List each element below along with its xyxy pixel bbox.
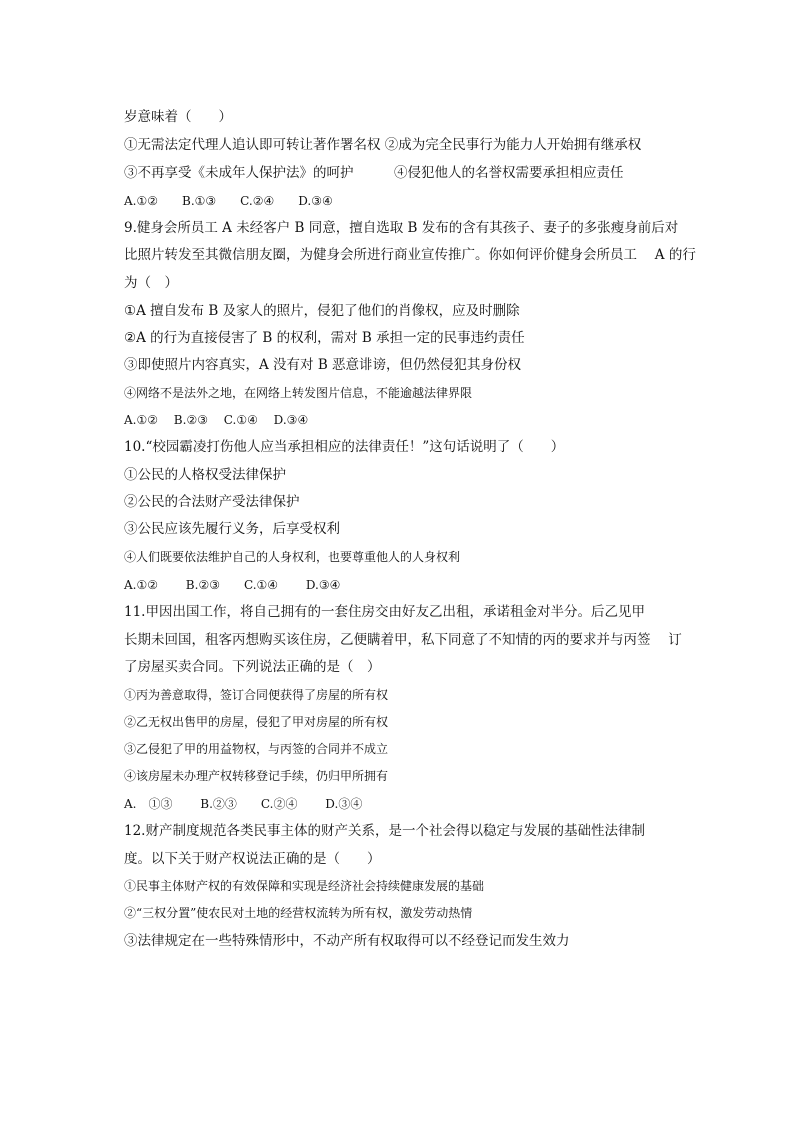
text-line: ③法律规定在一些特殊情形中，不动产所有权取得可以不经登记而发生效力	[124, 933, 570, 949]
text-line: ②“三权分置”使农民对土地的经营权流转为所有权，激发劳动热情	[124, 906, 473, 920]
text-line: ②A 的行为直接侵害了 B 的权利，需对 B 承担一定的民事违约责任	[124, 330, 525, 346]
text-line: 长期未回国，租客丙想购买该住房，乙便瞒着甲，私下同意了不知情的丙的要求并与丙签 订	[124, 632, 682, 648]
text-line: ②乙无权出售甲的房屋，侵犯了甲对房屋的所有权	[124, 715, 389, 729]
text-line: ④该房屋未办理产权转移登记手续，仍归甲所拥有	[124, 769, 389, 783]
text-line: ③公民应该先履行义务，后享受权利	[124, 521, 340, 537]
text-line: ①公民的人格权受法律保护	[124, 467, 286, 483]
text-line: A.①② B.①③ C.②④ D.③④	[124, 194, 333, 208]
text-line: 9.健身会所员工 A 未经客户 B 同意，擅自选取 B 发布的含有其孩子、妻子的多张瘦身前后对	[124, 220, 679, 236]
text-line: ③即使照片内容真实，A 没有对 B 恶意诽谤，但仍然侵犯其身份权	[124, 357, 522, 373]
text-line: A.①② B.②③ C.①④ D.③④	[124, 578, 341, 592]
text-line: ①无需法定代理人追认即可转让著作署名权 ②成为完全民事行为能力人开始拥有继承权	[124, 137, 642, 153]
text-line: 12.财产制度规范各类民事主体的财产关系，是一个社会得以稳定与发展的基础性法律制	[124, 823, 645, 839]
text-line: ②公民的合法财产受法律保护	[124, 494, 300, 510]
text-line: 为（ ）	[124, 275, 178, 291]
text-line: ④网络不是法外之地，在网络上转发图片信息，不能逾越法律界限	[124, 386, 473, 400]
text-line: ①民事主体财产权的有效保障和实现是经济社会持续健康发展的基础	[124, 879, 485, 893]
text-line: A. ①③ B.②③ C.②④ D.③④	[124, 797, 363, 811]
text-line: ③乙侵犯了甲的用益物权，与丙签的合同并不成立	[124, 742, 389, 756]
text-line: ④人们既要依法维护自己的人身权利，也要尊重他人的人身权利	[124, 550, 461, 564]
text-line: 岁意味着（ ）	[124, 109, 232, 125]
text-line: 10.“校园霸凌打伤他人应当承担相应的法律责任！”这句话说明了（ ）	[124, 439, 565, 455]
text-line: 度。以下关于财产权说法正确的是（ ）	[124, 851, 381, 867]
text-line: 比照片转发至其微信朋友圈，为健身会所进行商业宣传推广。你如何评价健身会所员工 A 的行	[124, 247, 696, 263]
text-line: ③不再享受《未成年人保护法》的呵护 ④侵犯他人的名誉权需要承担相应责任	[124, 165, 624, 181]
text-line: 了房屋买卖合同。下列说法正确的是（ ）	[124, 659, 381, 675]
text-line: 11.甲因出国工作，将自己拥有的一套住房交由好友乙出租，承诺租金对半分。后乙见甲	[124, 604, 645, 620]
text-line: A.①② B.②③ C.①④ D.③④	[124, 413, 309, 427]
text-line: ①丙为善意取得，签订合同便获得了房屋的所有权	[124, 688, 389, 702]
text-line: ①A 擅自发布 B 及家人的照片，侵犯了他们的肖像权，应及时删除	[124, 303, 520, 319]
